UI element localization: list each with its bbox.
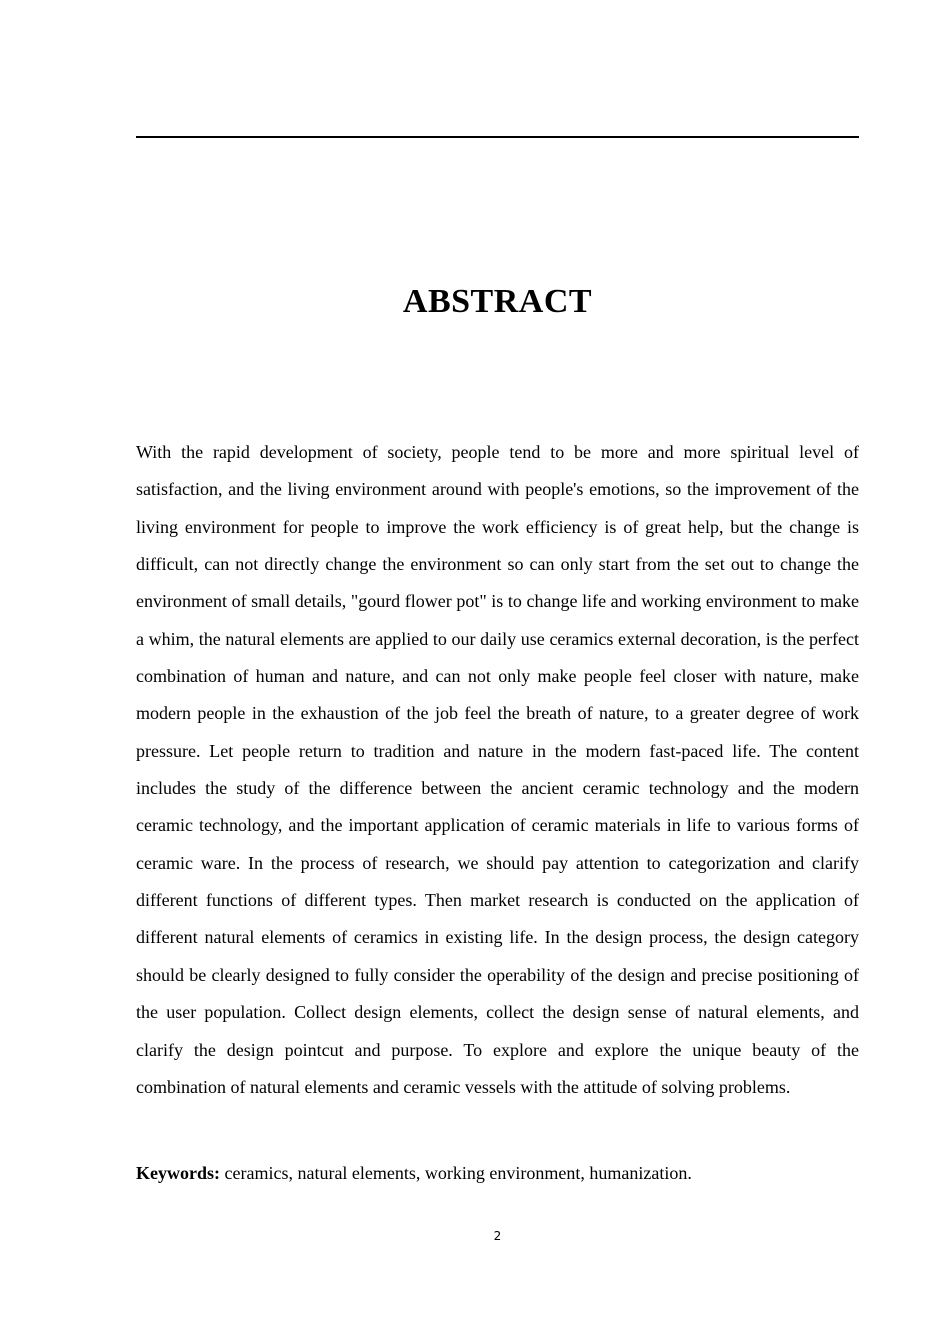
abstract-title: ABSTRACT — [402, 283, 593, 320]
abstract-body: With the rapid development of society, people tend to be more and more spiritual level of satisfaction, and the living environment around with people's emotions, so the improvement of the living environment for people to improve the work efficiency is of great help, but the change is difficult, can not directly change the environment so can only start from the set out to change the environment of small details, "gourd flower pot" is to change life and working environment to make a whim, the natural elements are applied to our daily use ceramics external decoration, is the perfect combination of human and nature, and can not only make people feel closer with nature, make modern people in the exhaustion of the job feel the breath of nature, to a greater degree of work pressure. Let people return to tradition and nature in the modern fast-paced life. The content includes the study of the difference between the ancient ceramic technology and the modern ceramic technology, and the important application of ceramic materials in life to various forms of ceramic ware. In the process of research, we should pay attention to categorization and clarify different functions of different types. Then market research is conducted on the application of different natural elements of ceramics in existing life. In the design process, the design category should be clearly designed to fully consider the operability of the design and precise positioning of the user population. Collect design elements, collect the design sense of natural elements, and clarify the design pointcut and purpose. To explore and explore the unique beauty of the combination of natural elements and ceramic vessels with the attitude of solving problems. — [136, 442, 859, 1097]
header-rule — [136, 136, 859, 138]
keywords-label: Keywords: — [136, 1163, 220, 1183]
page-number: 2 — [493, 1229, 502, 1243]
keywords-line — [136, 1157, 859, 1189]
keywords-text: ceramics, natural elements, working environment, humanization. — [220, 1163, 692, 1183]
